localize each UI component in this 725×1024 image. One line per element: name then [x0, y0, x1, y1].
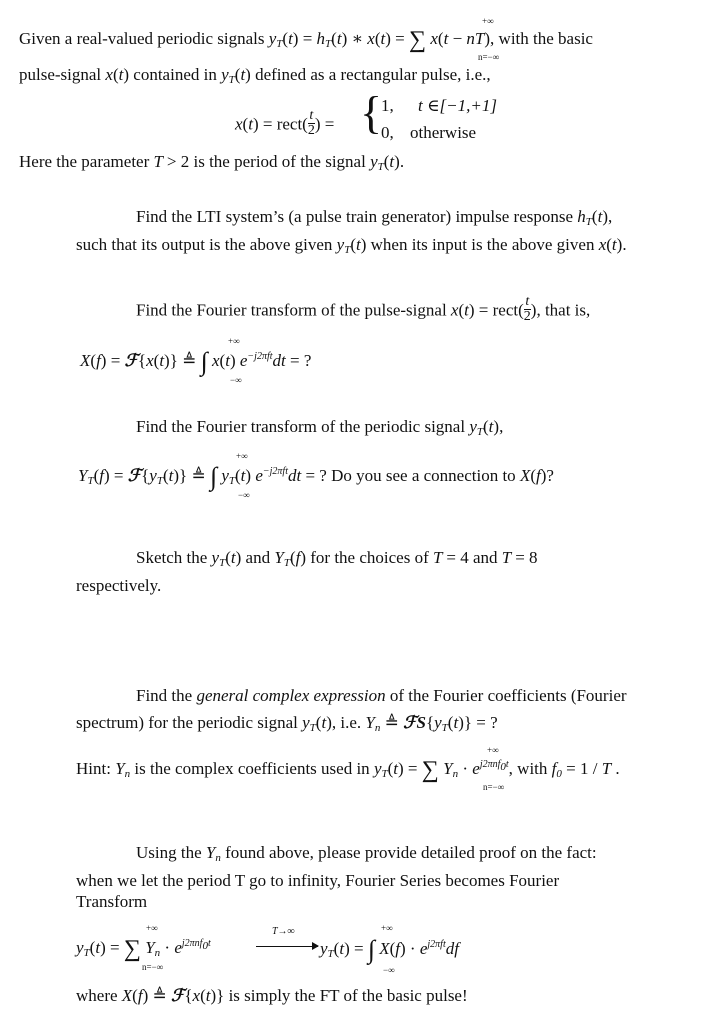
q4-line-2: respectively.	[76, 576, 162, 595]
q3-line-2: $Y_T(f)$ = $ℱ\{y_T(t)\}$ ≜ ∫ $y_T(t) e^{-j2\pi ft}dt$ = ? Do you see a connection to X(f)?	[78, 462, 554, 491]
q6-line-1: Using the $Y_n$ found above, please provide detailed proof on the fact:	[136, 843, 597, 864]
integral-upper-limit: +∞	[236, 451, 248, 461]
intro-line-1	[19, 27, 593, 53]
integral-lower-limit: −∞	[230, 375, 242, 385]
limit-arrow	[256, 946, 318, 947]
intro-line-4: Here the parameter T > 2 is the period of the signal $y_T(t)$.	[19, 152, 405, 173]
formula-yT-definition: $y_T(t) = h_T(t)$ ∗ x(t) = ∑ x(t − nT)	[268, 27, 491, 53]
q1-line-2: such that its output is the above given $y_T(t)$ when its input is the above given x(t).	[76, 235, 627, 256]
sum-upper-limit: +∞	[487, 745, 499, 755]
intro-text: Given a real-valued periodic signals	[19, 29, 265, 48]
intro-text: contained in	[133, 65, 217, 84]
case-row-1: 1, t ∈[−1,+1]	[381, 96, 497, 115]
integral-upper-limit: +∞	[228, 336, 240, 346]
q6-line-5: where X(f) ≜ ℱ{x(t)} is simply the FT of the basic pulse!	[76, 986, 468, 1005]
intro-line-2: pulse-signal x(t) contained in $y_T(t)$ defined as a rectangular pulse, i.e.,	[19, 65, 491, 86]
sum-upper-limit: +∞	[482, 16, 494, 26]
sum-upper-limit: +∞	[146, 923, 158, 933]
intro-text: pulse-signal	[19, 65, 102, 84]
intro-text: defined as a rectangular pulse, i.e.,	[255, 65, 491, 84]
formula-X-of-f: X(f) = ℱ{x(t)} ≜ ∫ x(t) $e^{-j2\pi ft}dt$ = ?	[80, 347, 312, 376]
sum-lower-limit: n=−∞	[483, 782, 505, 792]
integral-lower-limit: −∞	[383, 965, 395, 975]
intro-text: , with the basic	[490, 29, 593, 48]
q1-line-1: Find the LTI system’s (a pulse train generator) impulse response $h_T(t)$,	[136, 207, 613, 228]
q4-line-1: Sketch the $y_T(t)$ and $Y_T(f)$ for the choices of T = 4 and T = 8	[136, 548, 538, 569]
formula-ft-inverse: $y_T(t)$ = ∫ $X(f) \cdot e^{j2\pi ft}df$	[320, 935, 459, 964]
limit-label: T→∞	[272, 926, 295, 937]
q6-line-2: when we let the period T go to infinity, Fourier Series becomes Fourier	[76, 871, 560, 890]
q5-line-2: spectrum) for the periodic signal $y_T(t)$, i.e. $Y_n$ ≜ $ℱS\{y_T(t)\}$ = ?	[76, 713, 498, 734]
q5-line-1: Find the general complex expression of the Fourier coefficients (Fourier	[136, 686, 627, 705]
case-row-2: 0, otherwise	[381, 123, 477, 142]
sum-lower-limit: n=−∞	[478, 52, 500, 62]
sum-lower-limit: n=−∞	[142, 962, 164, 972]
integral-lower-limit: −∞	[238, 490, 250, 500]
formula-fs-to-ft: $y_T(t)$ = ∑ $Y_n \cdot e^{j2\pi nf_0t}$	[76, 936, 211, 962]
case-brace: {	[360, 87, 383, 138]
q5-hint: Hint: $Y_n$ is the complex coefficients used in $y_T(t)$ = ∑ $Y_n \cdot e^{j2\pi nf_0t}$, with $f_0 = 1 / T$ .	[76, 757, 620, 783]
q3-line-1: Find the Fourier transform of the periodic signal $y_T(t)$,	[136, 417, 504, 438]
integral-upper-limit: +∞	[381, 923, 393, 933]
q6-line-3: Transform	[76, 892, 148, 911]
q2-line-1: Find the Fourier transform of the pulse-signal x(t) = rect( $\frac{t}{2}$ ), that is,	[136, 294, 591, 324]
emphasis-text: general complex expression	[196, 686, 386, 705]
formula-rect-definition: x(t) = rect( $\frac{t}{2}$ ) =	[235, 108, 335, 138]
